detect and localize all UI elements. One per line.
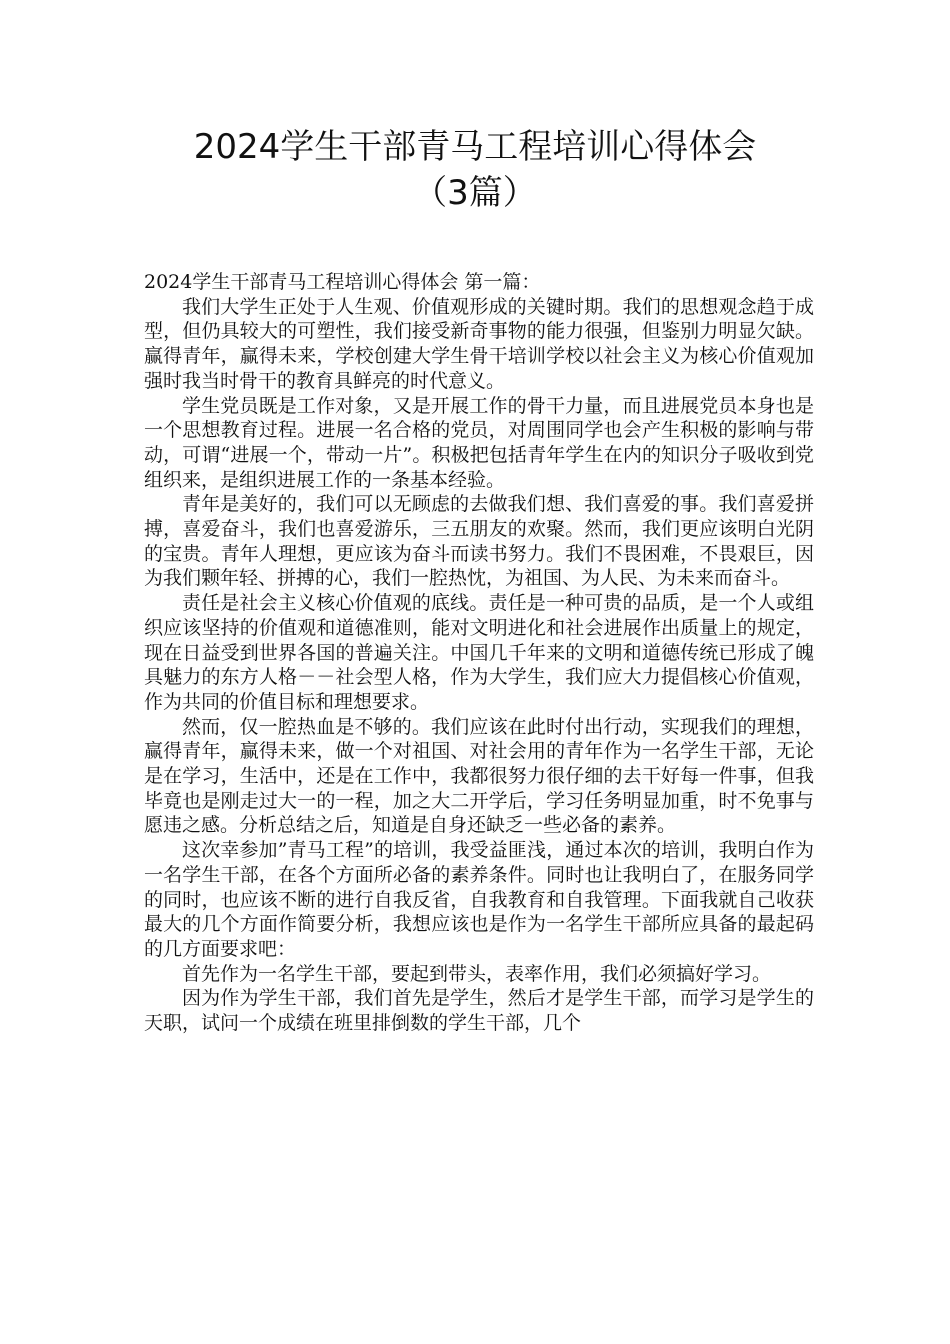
title-line-1: 2024学生干部青马工程培训心得体会 [193,127,757,167]
section-heading: 2024学生干部青马工程培训心得体会 第一篇： [144,271,541,293]
paragraph-4: 责任是社会主义核心价值观的底线。责任是一种可贵的品质，是一个人或组织应该坚持的价值观和道德准则，能对文明进化和社会进展作出质量上的规定，现在日益受到世界各国的普遍关注。中国几千年来的文明和道德传统已形成了魄具魅力的东方人格－－社会型人格，作为大学生，我们应大力提倡核心价值观，作为共同的价值目标和理想要求。 [144,592,814,713]
document-title [100,124,850,216]
paragraph-6: 这次幸参加”青马工程”的培训，我受益匪浅，通过本次的培训，我明白作为一名学生干部，在各个方面所必备的素养条件。同时也让我明白了，在服务同学的同时，也应该不断的进行自我反省，自我教育和自我管理。下面我就自己收获最大的几个方面作简要分析，我想应该也是作为一名学生干部所应具备的最起码的几方面要求吧： [144,839,814,960]
document-body [144,270,814,1036]
paragraph-3: 青年是美好的，我们可以无顾虑的去做我们想、我们喜爱的事。我们喜爱拼搏，喜爱奋斗，我们也喜爱游乐，三五朋友的欢聚。然而，我们更应该明白光阴的宝贵。青年人理想，更应该为奋斗而读书努力。我们不畏困难，不畏艰巨，因为我们颗年轻、拼搏的心，我们一腔热忱，为祖国、为人民、为未来而奋斗。 [144,493,814,590]
paragraph-5: 然而，仅一腔热血是不够的。我们应该在此时付出行动，实现我们的理想，赢得青年，赢得未来，做一个对祖国、对社会用的青年作为一名学生干部，无论是在学习，生活中，还是在工作中，我都很努力很仔细的去干好每一件事，但我毕竟也是刚走过大一的一程，加之大二开学后，学习任务明显加重，时不免事与愿违之感。分析总结之后，知道是自身还缺乏一些必备的素养。 [144,715,814,837]
paragraph-1: 我们大学生正处于人生观、价值观形成的关键时期。我们的思想观念趋于成型，但仍具较大的可塑性，我们接受新奇事物的能力很强，但鉴别力明显欠缺。赢得青年，赢得未来，学校创建大学生骨干培训学校以社会主义为核心价值观加强时我当时骨干的教育具鲜亮的时代意义。 [144,295,814,392]
title-line-2: （3篇） [413,173,537,213]
paragraph-8: 因为作为学生干部，我们首先是学生，然后才是学生干部，而学习是学生的天职，试问一个成绩在班里排倒数的学生干部，几个 [144,987,814,1035]
paragraph-7: 首先作为一名学生干部，要起到带头，表率作用，我们必须搞好学习。 [182,962,772,985]
paragraph-2: 学生党员既是工作对象，又是开展工作的骨干力量，而且进展党员本身也是一个思想教育过程。进展一名合格的党员，对周围同学也会产生积极的影响与带动，可谓“进展一个，带动一片”。积极把包括青年学生在内的知识分子吸收到党组织来，是组织进展工作的一条基本经验。 [144,394,814,491]
